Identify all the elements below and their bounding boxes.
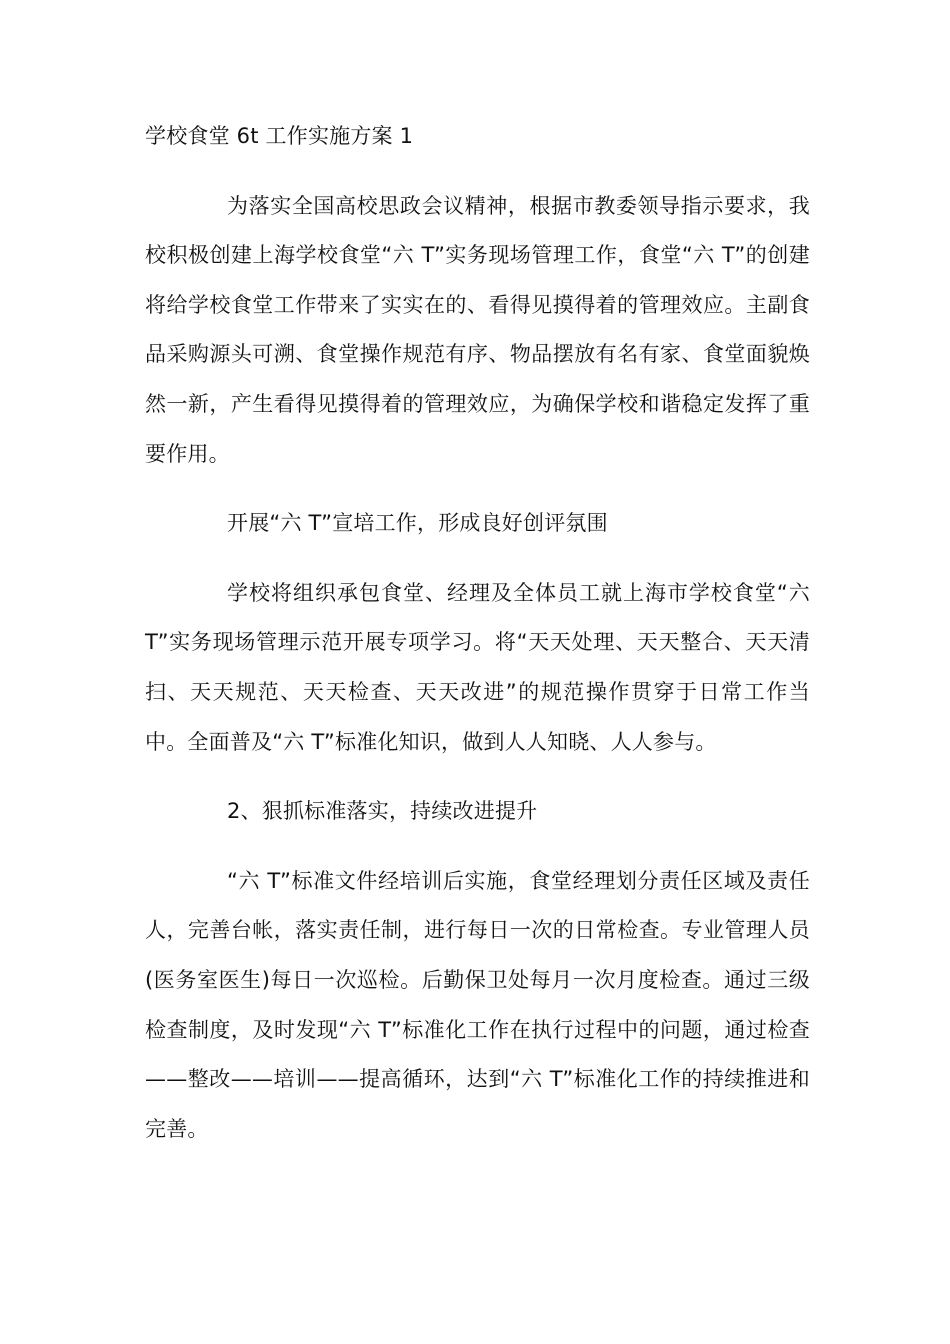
paragraph-publicity: 学校将组织承包食堂、经理及全体员工就上海市学校食堂“六 T”实务现场管理示范开展专项学习。将“天天处理、天天整合、天天清扫、天天规范、天天检查、天天改进”的规范操作贯穿于日常工作当中。全面普及“六 T”标准化知识，做到人人知晓、人人参与。 [145, 580, 810, 754]
document-title: 学校食堂 6t 工作实施方案 1 [145, 124, 414, 148]
document-body [145, 112, 810, 1174]
section-heading-publicity: 开展“六 T”宣培工作，形成良好创评氛围 [227, 511, 608, 536]
paragraph-standards: “六 T”标准文件经培训后实施，食堂经理划分责任区域及责任人，完善台帐，落实责任制，进行每日一次的日常检查。专业管理人员(医务室医生)每日一次巡检。后勤保卫处每月一次月度检查。通过三级检查制度，及时发现“六 T”标准化工作在执行过程中的问题，通过检查——整改——培训——提高循环，达到“六 T”标准化工作的持续推进和完善。 [145, 868, 810, 1141]
section-heading-standards: 2、狠抓标准落实，持续改进提升 [227, 799, 538, 824]
paragraph-intro: 为落实全国高校思政会议精神，根据市教委领导指示要求，我校积极创建上海学校食堂“六 T”实务现场管理工作，食堂“六 T”的创建将给学校食堂工作带来了实实在的、看得见摸得着的管理效应。主副食品采购源头可溯、食堂操作规范有序、物品摆放有名有家、食堂面貌焕然一新，产生看得见摸得着的管理效应，为确保学校和谐稳定发挥了重要作用。 [145, 193, 810, 466]
